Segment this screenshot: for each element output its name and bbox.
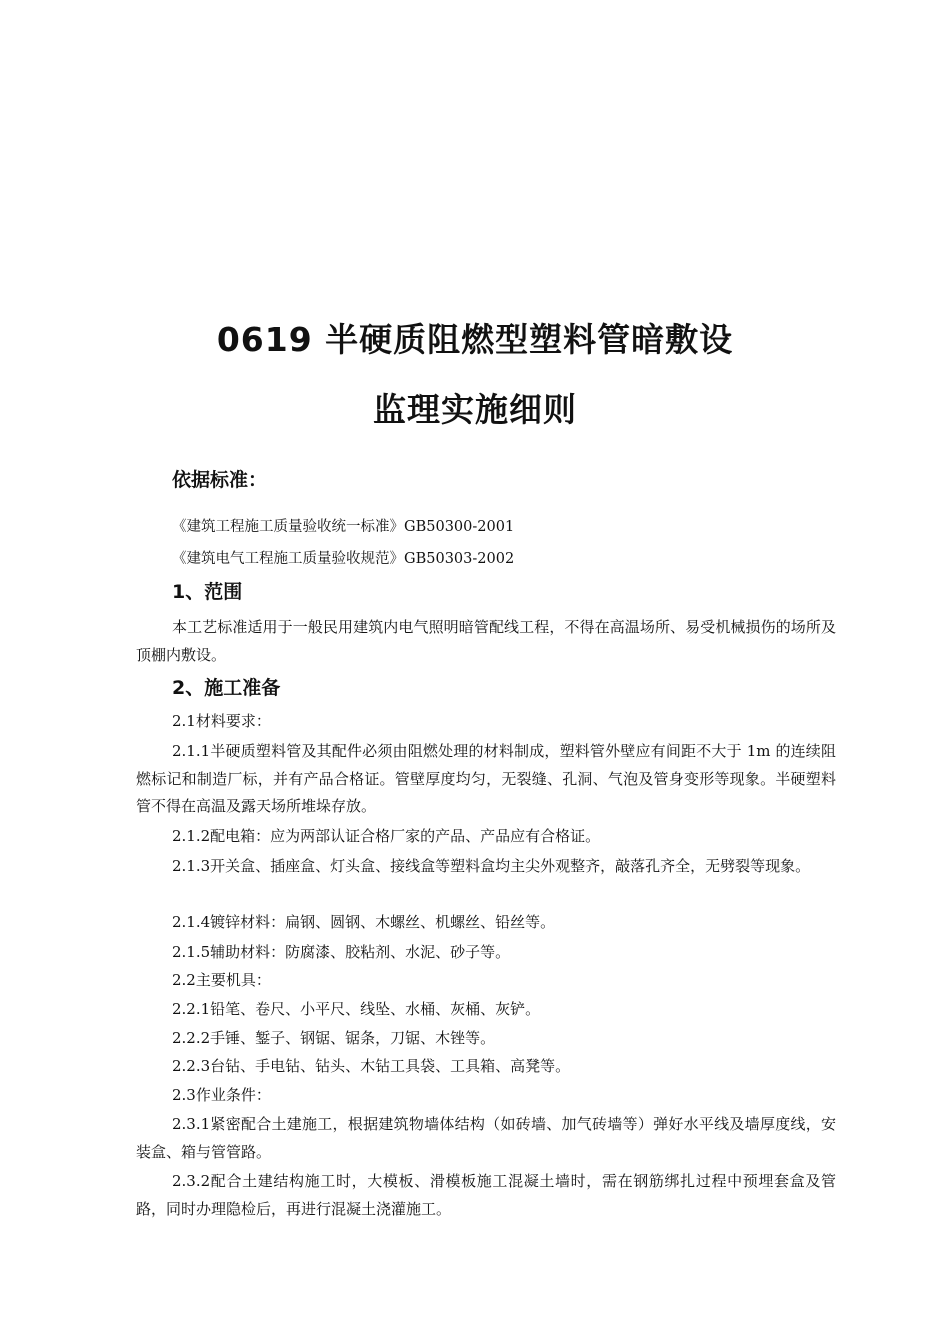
clause-2-1-1: 2.1.1半硬质塑料管及其配件必须由阻燃处理的材料制成，塑料管外壁应有间距不大于 1m 的连续阻燃标记和制造厂标，并有产品合格证。管壁厚度均匀，无裂缝、孔洞、气泡及管身变形等现象。半硬塑料管不得在高温及露天场所堆垛存放。 [136, 742, 836, 815]
clause-2-3-1: 2.3.1紧密配合土建施工，根据建筑物墙体结构（如砖墙、加气砖墙等）弹好水平线及墙厚度线，安装盒、箱与管管路。 [136, 1115, 836, 1161]
document-title-line2: 监理实施细则 [373, 390, 577, 429]
clause-2-1-3: 2.1.3开关盒、插座盒、灯头盒、接线盒等塑料盒均主尖外观整齐，敲落孔齐全，无劈裂等现象。 [172, 857, 811, 875]
section-2-heading: 2、施工准备 [172, 677, 281, 699]
clause-2-3: 2.3作业条件： [172, 1086, 271, 1104]
clause-2-2-1: 2.2.1铅笔、卷尺、小平尺、线坠、水桶、灰桶、灰铲。 [172, 1000, 541, 1018]
clause-2-1-2: 2.1.2配电箱：应为两部认证合格厂家的产品、产品应有合格证。 [172, 827, 601, 845]
clause-2-1-4: 2.1.4镀锌材料：扁钢、圆钢、木螺丝、机螺丝、铅丝等。 [172, 913, 556, 931]
clause-2-3-2: 2.3.2配合土建结构施工时，大模板、滑模板施工混凝土墙时，需在钢筋绑扎过程中预埋套盒及管路，同时办理隐检后，再进行混凝土浇灌施工。 [136, 1172, 836, 1218]
standard-item-2: 《建筑电气工程施工质量验收规范》GB50303-2002 [172, 551, 515, 567]
standard-item-1: 《建筑工程施工质量验收统一标准》GB50300-2001 [172, 519, 515, 535]
clause-2-2: 2.2主要机具： [172, 971, 271, 989]
clause-2-2-2: 2.2.2手锤、錾子、钢锯、锯条，刀锯、木锉等。 [172, 1029, 496, 1047]
clause-2-2-3: 2.2.3台钻、手电钻、钻头、木钻工具袋、工具箱、高凳等。 [172, 1057, 571, 1075]
section-1-text: 本工艺标准适用于一般民用建筑内电气照明暗管配线工程，不得在高温场所、易受机械损伤的场所及顶棚内敷设。 [136, 618, 836, 664]
clause-2-1-5: 2.1.5辅助材料：防腐漆、胶粘剂、水泥、砂子等。 [172, 943, 511, 961]
document-title-line1: 0619 半硬质阻燃型塑料管暗敷设 [216, 320, 734, 359]
basis-heading: 依据标准： [172, 469, 268, 491]
clause-2-1: 2.1材料要求： [172, 712, 271, 730]
section-1-heading: 1、范围 [172, 581, 243, 603]
